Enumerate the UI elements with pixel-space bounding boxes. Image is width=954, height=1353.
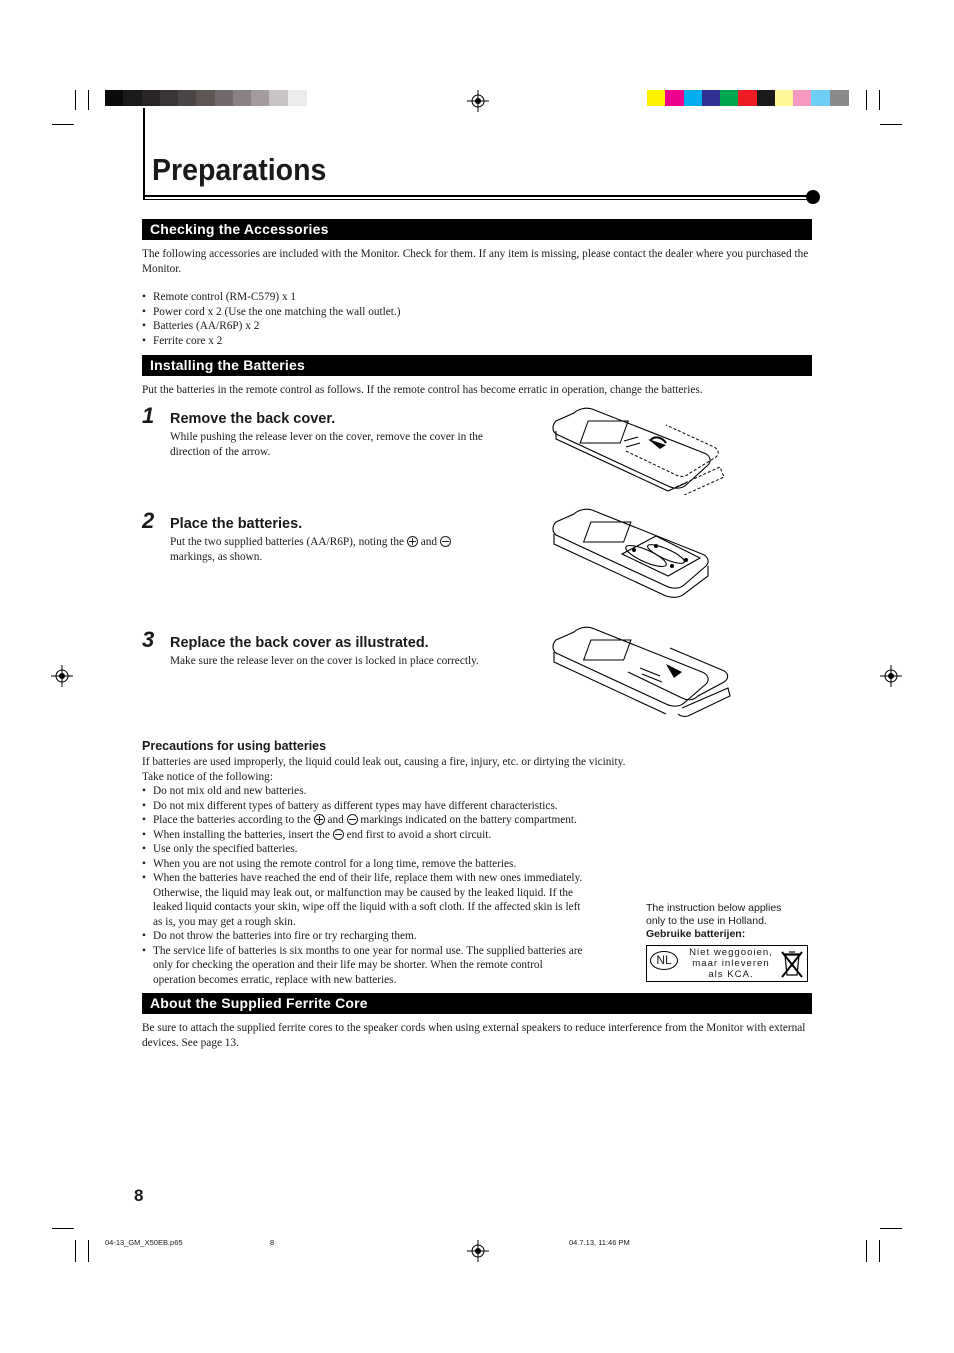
list-item: • Power cord x 2 (Use the one matching the wall outlet.) bbox=[142, 305, 742, 320]
color-swatch bbox=[288, 90, 307, 106]
color-swatch bbox=[684, 90, 703, 106]
step-title: Place the batteries. bbox=[170, 516, 303, 532]
batteries-intro: Put the batteries in the remote control as follows. If the remote control has become erratic in operation, change the batteries. bbox=[142, 384, 703, 396]
list-item-text: and bbox=[327, 814, 344, 826]
section-heading-batteries: Installing the Batteries bbox=[142, 355, 812, 376]
color-swatch bbox=[251, 90, 270, 106]
step-description-text: Put the two supplied batteries (AA/R6P), noting the bbox=[170, 536, 405, 548]
precautions-heading: Precautions for using batteries bbox=[142, 739, 327, 753]
kca-text-line: als KCA. bbox=[708, 969, 754, 980]
color-swatch bbox=[720, 90, 739, 106]
kca-text-line: maar inleveren bbox=[692, 958, 770, 969]
step-description bbox=[170, 535, 520, 564]
step-number: 3 bbox=[142, 627, 155, 652]
minus-symbol-icon bbox=[333, 829, 344, 840]
kca-text-line: Niet weggooien, bbox=[689, 947, 773, 958]
list-item: • Remote control (RM-C579) x 1 bbox=[142, 290, 742, 305]
footer-date: 04.7.13, 11:46 PM bbox=[569, 1238, 630, 1247]
list-item: • Do not mix old and new batteries. bbox=[142, 784, 587, 799]
precautions-list bbox=[142, 784, 587, 987]
list-item: • Use only the specified batteries. bbox=[142, 842, 587, 857]
list-item: • Ferrite core x 2 bbox=[142, 334, 742, 349]
color-swatch bbox=[105, 90, 124, 106]
step-description-text: markings, as shown. bbox=[170, 550, 263, 563]
page-title: Preparations bbox=[152, 152, 327, 187]
list-item-text: end first to avoid a short circuit. bbox=[346, 828, 492, 841]
color-swatch bbox=[269, 90, 288, 106]
step-description: While pushing the release lever on the cover, remove the cover in the direction of the arrow. bbox=[170, 431, 483, 458]
registration-target-icon bbox=[467, 1240, 489, 1262]
registration-target-icon bbox=[880, 665, 902, 687]
color-swatch bbox=[142, 90, 161, 106]
list-item-text: Place the batteries according to the bbox=[153, 814, 311, 826]
list-item: • Batteries (AA/R6P) x 2 bbox=[142, 319, 742, 334]
remote-remove-cover-illustration bbox=[548, 405, 730, 495]
footer-file: 04-13_GM_X50EB.p65 bbox=[105, 1238, 183, 1247]
minus-symbol-icon bbox=[347, 814, 358, 825]
list-item bbox=[142, 813, 587, 828]
list-item: • The service life of batteries is six months to one year for normal use. The supplied batteries are only for checking the operation and their life may be shorter. When the remote control operation becomes erratic, replace with new batteries. bbox=[142, 944, 587, 988]
color-swatch bbox=[196, 90, 215, 106]
footer-page: 8 bbox=[270, 1238, 275, 1247]
plus-symbol-icon bbox=[314, 814, 325, 825]
color-swatch bbox=[233, 90, 252, 106]
holland-note-line: The instruction below applies bbox=[646, 902, 782, 914]
plus-symbol-icon bbox=[407, 536, 418, 547]
color-swatch bbox=[647, 90, 666, 106]
page-number: 8 bbox=[134, 1186, 144, 1205]
color-swatch bbox=[665, 90, 684, 106]
crossed-bin-icon bbox=[780, 949, 804, 979]
color-swatch bbox=[702, 90, 721, 106]
step-description-text: and bbox=[420, 536, 438, 548]
section-heading-accessories: Checking the Accessories bbox=[142, 219, 812, 240]
step-number: 2 bbox=[142, 508, 155, 533]
list-item-text: When installing the batteries, insert the bbox=[153, 828, 330, 841]
ferrite-text: Be sure to attach the supplied ferrite cores to the speaker cords when using external speakers to reduce interference from the Monitor with external devices. See page 13. bbox=[142, 1022, 806, 1049]
list-item-text: markings indicated on the battery compartment. bbox=[360, 814, 577, 826]
holland-note-line: only to the use in Holland. bbox=[646, 915, 767, 927]
minus-symbol-icon bbox=[440, 536, 451, 547]
kca-box bbox=[646, 945, 808, 982]
color-swatch bbox=[757, 90, 776, 106]
precautions-intro bbox=[142, 755, 822, 784]
holland-note bbox=[646, 902, 816, 941]
color-swatch bbox=[830, 90, 849, 106]
step-title: Replace the back cover as illustrated. bbox=[170, 635, 429, 651]
color-swatch bbox=[775, 90, 794, 106]
list-item: • Do not mix different types of battery as different types may have different characteristics. bbox=[142, 799, 587, 814]
section-heading-ferrite: About the Supplied Ferrite Core bbox=[142, 993, 812, 1014]
accessories-intro: The following accessories are included with the Monitor. Check for them. If any item is missing, please contact the dealer where you purchased the Monitor. bbox=[142, 248, 809, 275]
step-title: Remove the back cover. bbox=[170, 411, 336, 427]
list-item: • When the batteries have reached the end of their life, replace them with new ones immediately. Otherwise, the liquid may leak out, or malfunction may be caused by the leaked liquid. If the leaked liquid contacts your skin, wipe off the liquid with a soft cloth. If the affected skin is left as is, you may get a rough skin. bbox=[142, 871, 587, 929]
accessories-list bbox=[142, 290, 742, 348]
precautions-intro-line: Take notice of the following: bbox=[142, 770, 273, 783]
step-description: Make sure the release lever on the cover is locked in place correctly. bbox=[170, 655, 479, 667]
remote-replace-cover-illustration bbox=[548, 626, 734, 718]
title-rule-dot bbox=[806, 190, 820, 204]
color-swatch bbox=[178, 90, 197, 106]
color-swatch bbox=[738, 90, 757, 106]
color-swatch bbox=[811, 90, 830, 106]
color-swatch bbox=[793, 90, 812, 106]
holland-note-label: Gebruike batterijen: bbox=[646, 928, 746, 940]
step-number: 1 bbox=[142, 403, 155, 428]
registration-target-icon bbox=[51, 665, 73, 687]
kca-text bbox=[679, 947, 783, 980]
color-swatch bbox=[215, 90, 234, 106]
registration-target-icon bbox=[467, 90, 489, 112]
nl-badge: NL bbox=[650, 951, 678, 970]
list-item: • When you are not using the remote control for a long time, remove the batteries. bbox=[142, 857, 587, 872]
list-item bbox=[142, 828, 587, 843]
title-vertical-rule bbox=[143, 108, 145, 200]
title-rule-thin bbox=[143, 199, 813, 200]
title-rule bbox=[143, 195, 813, 197]
precautions-intro-line: If batteries are used improperly, the liquid could leak out, causing a fire, injury, etc. or dirtying the vicinity. bbox=[142, 756, 626, 768]
color-swatch bbox=[123, 90, 142, 106]
list-item: • Do not throw the batteries into fire or try recharging them. bbox=[142, 929, 587, 944]
remote-place-batteries-illustration bbox=[548, 508, 714, 598]
color-swatch bbox=[160, 90, 179, 106]
